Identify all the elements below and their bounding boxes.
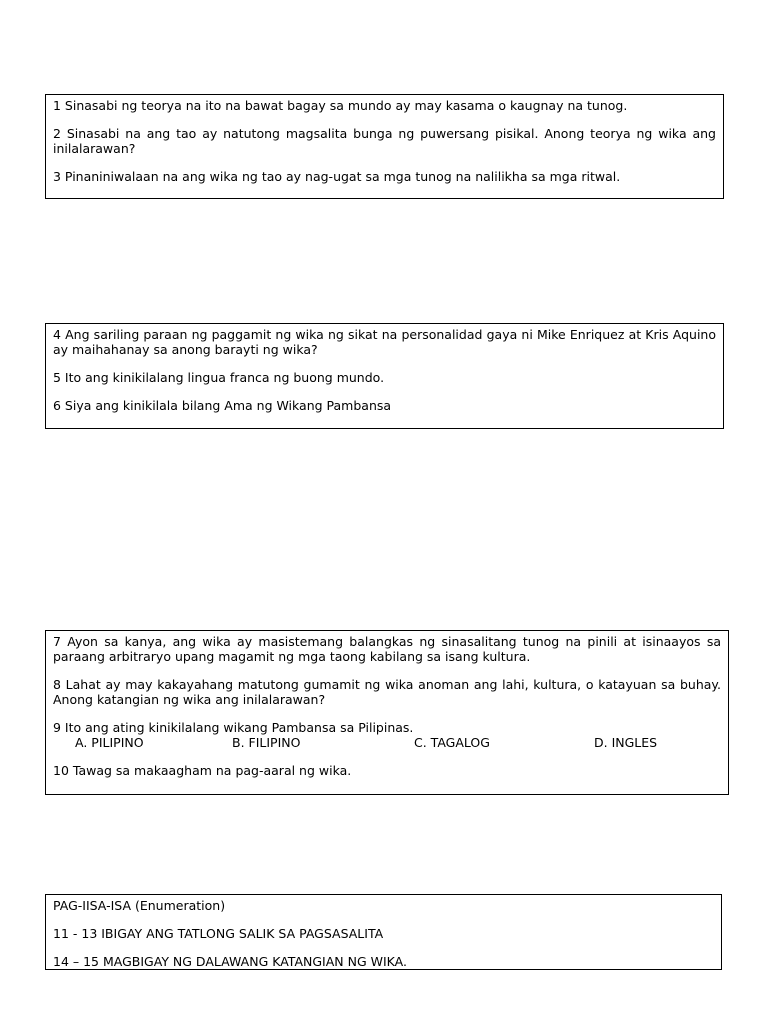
option-b: B. FILIPINO (232, 735, 301, 750)
question-2: 2 Sinasabi na ang tao ay natutong magsalita bunga ng puwersang pisikal. Anong teorya ng wika ang inilalarawan? (53, 126, 716, 156)
enumeration-item-1: 11 - 13 IBIGAY ANG TATLONG SALIK SA PAGSASALITA (53, 926, 384, 941)
question-6: 6 Siya ang kinikilala bilang Ama ng Wikang Pambansa (53, 398, 392, 413)
question-10: 10 Tawag sa makaagham na pag-aaral ng wika. (53, 763, 352, 778)
question-box-1 (45, 94, 724, 199)
option-c: C. TAGALOG (414, 735, 490, 750)
question-9-options (53, 735, 721, 750)
option-d: D. INGLES (594, 735, 658, 750)
question-8: 8 Lahat ay may kakayahang matutong gumamit ng wika anoman ang lahi, kultura, o katayuan sa buhay. Anong katangian ng wika ang inilalarawan? (53, 677, 721, 707)
enumeration-heading: PAG-IISA-ISA (Enumeration) (53, 898, 226, 913)
question-5: 5 Ito ang kinikilalang lingua franca ng buong mundo. (53, 370, 385, 385)
question-box-3 (45, 630, 729, 795)
question-4: 4 Ang sariling paraan ng paggamit ng wika ng sikat na personalidad gaya ni Mike Enriquez at Kris Aquino ay maihahanay sa anong barayti ng wika? (53, 327, 716, 357)
option-a: A. PILIPINO (75, 735, 144, 750)
question-box-2 (45, 323, 724, 429)
question-1: 1 Sinasabi ng teorya na ito na bawat bagay sa mundo ay may kasama o kaugnay na tunog. (53, 98, 628, 113)
question-3: 3 Pinaniniwalaan na ang wika ng tao ay nag-ugat sa mga tunog na nalilikha sa mga ritwal. (53, 169, 621, 184)
question-7: 7 Ayon sa kanya, ang wika ay masistemang balangkas ng sinasalitang tunog na pinili at isinaayos sa paraang arbitraryo upang magamit ng mga taong kabilang sa isang kultura. (53, 634, 721, 664)
enumeration-item-2: 14 – 15 MAGBIGAY NG DALAWANG KATANGIAN NG WIKA. (53, 954, 407, 969)
enumeration-box (45, 894, 722, 970)
question-9: 9 Ito ang ating kinikilalang wikang Pambansa sa Pilipinas. (53, 720, 414, 735)
